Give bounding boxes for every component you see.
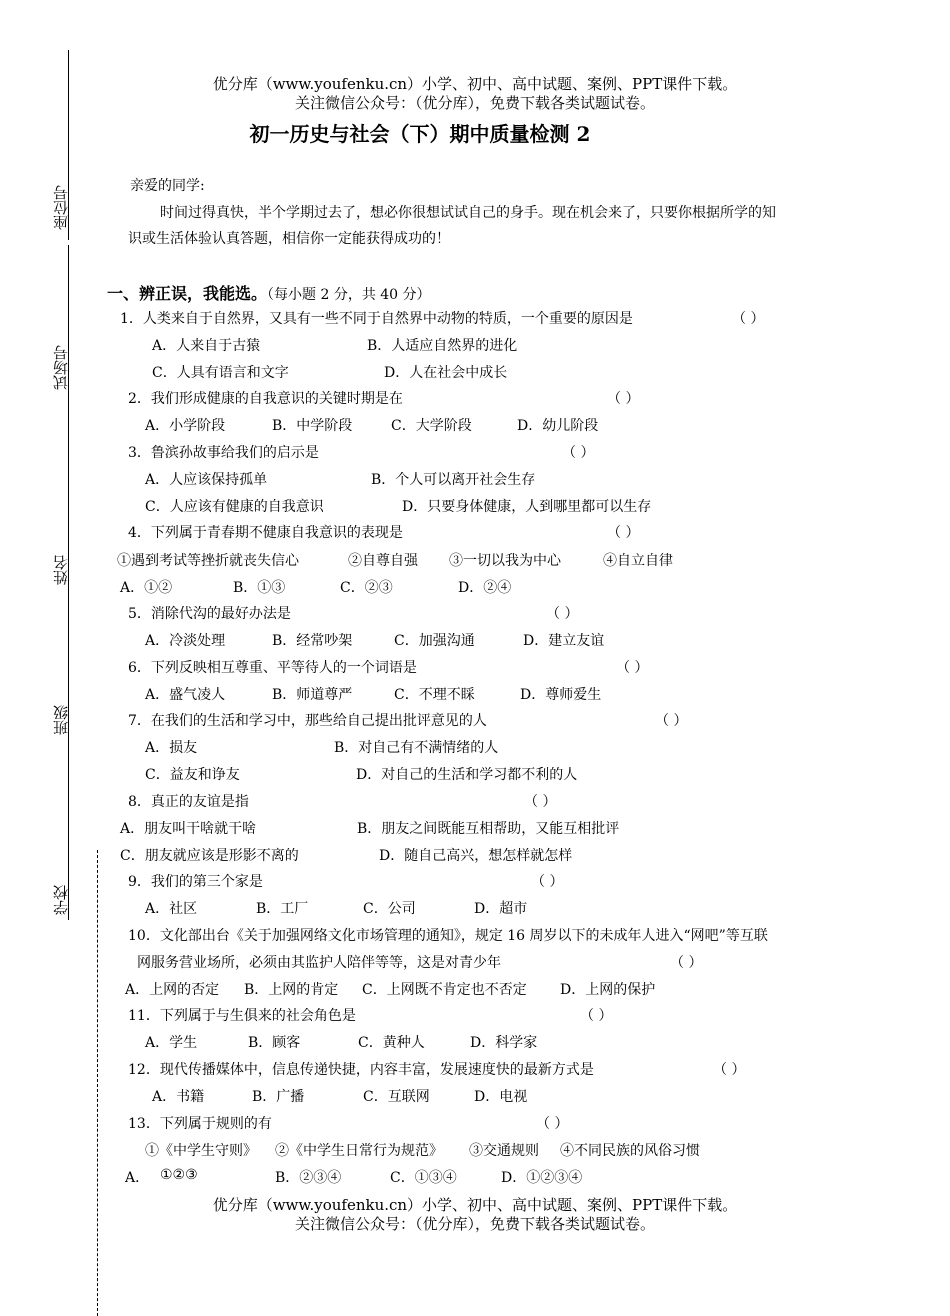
question-1: 1．人类来自于自然界，又具有一些不同于自然界中动物的特质，一个重要的原因是 (120, 311, 633, 327)
footer-line-2: 关注微信公众号：（优分库），免费下载各类试题试卷。 (294, 1215, 655, 1233)
q13-item-4: ④不同民族的风俗习惯 (560, 1143, 700, 1159)
q3-option-a: A．人应该保持孤单 (145, 472, 268, 488)
question-13: 13．下列属于规则的有 (128, 1116, 272, 1132)
q1-option-a: A．人来自于古猿 (152, 338, 261, 354)
question-5-blank: （ ） (546, 606, 579, 622)
question-9-blank: （ ） (531, 874, 564, 890)
q7-option-a: A．损友 (145, 740, 198, 756)
q9-option-b: B．工厂 (256, 901, 309, 917)
q13-item-2: ②《中学生日常行为规范》 (275, 1143, 443, 1159)
question-11: 11．下列属于与生俱来的社会角色是 (128, 1008, 356, 1024)
q6-option-a: A．盛气凌人 (145, 687, 226, 703)
margin-label-name: 姓名 (52, 555, 70, 585)
q10-option-d: D．上网的保护 (560, 982, 656, 998)
question-9: 9．我们的第三个家是 (128, 874, 263, 890)
question-4: 4．下列属于青春期不健康自我意识的表现是 (128, 525, 403, 541)
q13-option-d: D．①②③④ (501, 1170, 583, 1186)
q8-option-a: A．朋友叫干啥就干啥 (120, 821, 257, 837)
question-4-blank: （ ） (607, 525, 640, 541)
q12-option-a: A．书籍 (152, 1089, 205, 1105)
q13-option-a-items: ①②③ (160, 1167, 198, 1183)
q9-option-c: C．公司 (363, 901, 416, 917)
question-3-blank: （ ） (562, 445, 595, 461)
question-1-blank: （ ） (732, 311, 765, 327)
q9-option-a: A．社区 (145, 901, 198, 917)
q13-item-3: ③交通规则 (469, 1143, 539, 1159)
q5-option-d: D．建立友谊 (523, 633, 605, 649)
question-7: 7．在我们的生活和学习中，那些给自己提出批评意见的人 (128, 713, 487, 729)
question-12-blank: （ ） (713, 1062, 746, 1078)
question-10-blank: （ ） (670, 955, 703, 971)
q5-option-c: C．加强沟通 (394, 633, 475, 649)
q13-option-c: C．①③④ (390, 1170, 457, 1186)
question-10: 10．文化部出台《关于加强网络文化市场管理的通知》，规定 16 周岁以下的未成年人进入“网吧”等互联 (128, 928, 768, 944)
q7-option-b: B．对自己有不满情绪的人 (334, 740, 499, 756)
q3-option-d: D．只要身体健康，人到哪里都可以生存 (402, 499, 652, 515)
q2-option-b: B．中学阶段 (272, 418, 353, 434)
margin-label-seat: 座位号 (52, 185, 70, 230)
page-title: 初一历史与社会（下）期中质量检测 2 (249, 122, 591, 146)
q11-option-d: D．科学家 (470, 1035, 538, 1051)
q2-option-d: D．幼儿阶段 (517, 418, 599, 434)
q4-item-3: ③一切以我为中心 (449, 553, 561, 569)
header-line-1: 优分库（www.youfenku.cn）小学、初中、高中试题、案例、PPT课件下载。 (212, 75, 738, 93)
q10-option-b: B．上网的肯定 (244, 982, 339, 998)
q7-option-c: C．益友和诤友 (145, 767, 240, 783)
q4-option-a: A．①② (120, 580, 173, 596)
q10-option-c: C．上网既不肯定也不否定 (362, 982, 527, 998)
question-11-blank: （ ） (580, 1008, 613, 1024)
q13-item-1: ①《中学生守则》 (145, 1143, 257, 1159)
q4-option-d: D．②④ (458, 580, 512, 596)
margin-label-room: 试场号 (52, 345, 70, 390)
q13-option-b: B．②③④ (275, 1170, 342, 1186)
q12-option-c: C．互联网 (363, 1089, 430, 1105)
q4-option-c: C．②③ (340, 580, 393, 596)
q12-option-d: D．电视 (474, 1089, 528, 1105)
q4-item-4: ④自立自律 (603, 553, 673, 569)
margin-label-school: 学校 (52, 885, 70, 915)
q12-option-b: B．广播 (252, 1089, 305, 1105)
footer-line-1: 优分库（www.youfenku.cn）小学、初中、高中试题、案例、PPT课件下载。 (212, 1196, 738, 1214)
q6-option-c: C．不理不睬 (394, 687, 475, 703)
question-12: 12．现代传播媒体中，信息传递快捷，内容丰富，发展速度快的最新方式是 (128, 1062, 594, 1078)
q7-option-d: D．对自己的生活和学习都不利的人 (356, 767, 578, 783)
q3-option-b: B．个人可以离开社会生存 (371, 472, 536, 488)
question-5: 5．消除代沟的最好办法是 (128, 606, 291, 622)
q5-option-a: A．冷淡处理 (145, 633, 226, 649)
q4-item-2: ②自尊自强 (348, 553, 418, 569)
q2-option-a: A．小学阶段 (145, 418, 226, 434)
intro-line-1: 时间过得真快，半个学期过去了，想必你很想试试自己的身手。现在机会来了，只要你根据所学的知 (160, 205, 776, 221)
question-8-blank: （ ） (524, 794, 557, 810)
section-1-heading (107, 281, 431, 304)
q11-option-c: C．黄种人 (358, 1035, 425, 1051)
q1-option-b: B．人适应自然界的进化 (367, 338, 518, 354)
question-6-blank: （ ） (616, 660, 649, 676)
question-2: 2．我们形成健康的自我意识的关键时期是在 (128, 391, 403, 407)
question-3: 3．鲁滨孙故事给我们的启示是 (128, 445, 319, 461)
header-line-2: 关注微信公众号：（优分库），免费下载各类试题试卷。 (294, 94, 655, 112)
q4-option-b: B．①③ (233, 580, 286, 596)
question-6: 6．下列反映相互尊重、平等待人的一个词语是 (128, 660, 417, 676)
section-1-title: 一、辨正误，我能选。 (107, 284, 268, 303)
question-8: 8．真正的友谊是指 (128, 794, 249, 810)
q4-item-1: ①遇到考试等挫折就丧失信心 (117, 553, 299, 569)
q2-option-c: C．大学阶段 (391, 418, 472, 434)
q9-option-d: D．超市 (474, 901, 528, 917)
q13-option-a: A． (125, 1170, 150, 1186)
q6-option-b: B．师道尊严 (272, 687, 353, 703)
q1-option-d: D．人在社会中成长 (384, 365, 508, 381)
q8-option-d: D．随自己高兴，想怎样就怎样 (379, 848, 573, 864)
cut-line (97, 850, 98, 1316)
q11-option-b: B．顾客 (248, 1035, 301, 1051)
question-7-blank: （ ） (655, 713, 688, 729)
question-2-blank: （ ） (607, 391, 640, 407)
margin-label-class: 班级 (52, 705, 70, 735)
intro-line-2: 识或生活体验认真答题，相信你一定能获得成功的！ (128, 231, 450, 247)
intro-greeting: 亲爱的同学: (130, 178, 205, 194)
question-10-cont: 网服务营业场所，必须由其监护人陪伴等等，这是对青少年 (137, 955, 501, 971)
q1-option-c: C．人具有语言和文字 (152, 365, 289, 381)
section-1-points: （每小题 2 分，共 40 分） (267, 287, 431, 303)
q5-option-b: B．经常吵架 (272, 633, 353, 649)
q6-option-d: D．尊师爱生 (520, 687, 602, 703)
q10-option-a: A．上网的否定 (125, 982, 220, 998)
q3-option-c: C．人应该有健康的自我意识 (145, 499, 324, 515)
question-13-blank: （ ） (536, 1116, 569, 1132)
q11-option-a: A．学生 (145, 1035, 198, 1051)
q8-option-c: C．朋友就应该是形影不离的 (120, 848, 299, 864)
q8-option-b: B．朋友之间既能互相帮助，又能互相批评 (357, 821, 620, 837)
